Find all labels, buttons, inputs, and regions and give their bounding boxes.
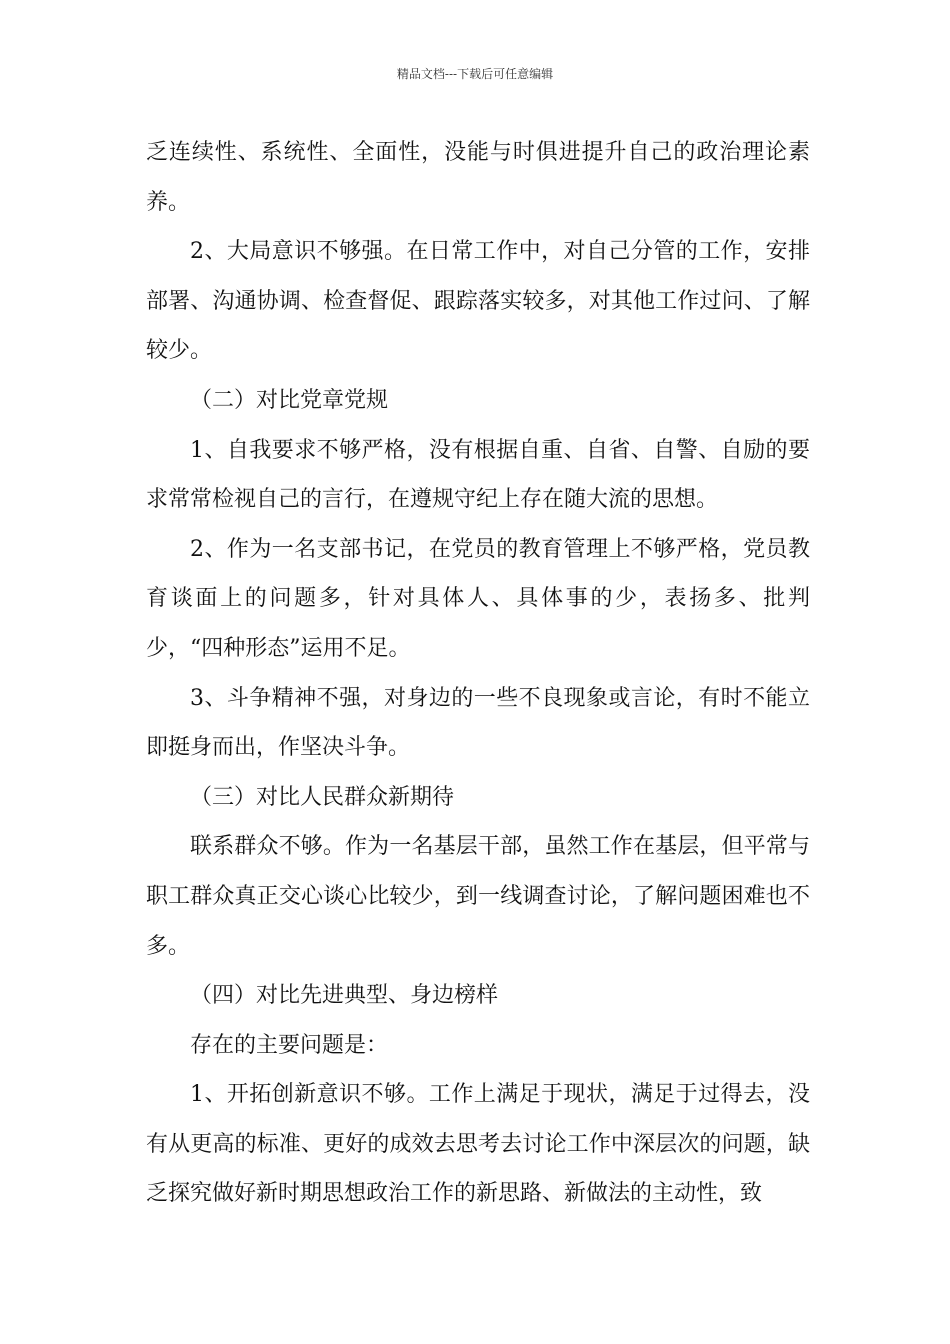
section-heading-party-rules: （二）对比党章党规 [190, 387, 389, 413]
paragraph-main-problems-intro: 存在的主要问题是： [190, 1032, 389, 1058]
paragraph-fighting-spirit: 3、斗争精神不强，对身边的一些不良现象或言论，有时不能立即挺身而出，作坚决斗争。 [146, 685, 810, 761]
paragraph-member-management: 2、作为一名支部书记，在党员的教育管理上不够严格，党员教育谈面上的问题多，针对具体人、具体事的少，表扬多、批判少，“四种形态”运用不足。 [146, 536, 810, 661]
paragraph-innovation: 1、开拓创新意识不够。工作上满足于现状，满足于过得去，没有从更高的标准、更好的成效去思考去讨论工作中深层次的问题，缺乏探究做好新时期思想政治工作的新思路、新做法的主动性，致 [146, 1082, 810, 1207]
paragraph-overall-awareness: 2、大局意识不够强。在日常工作中，对自己分管的工作，安排部署、沟通协调、检查督促、跟踪落实较多，对其他工作过问、了解较少。 [146, 239, 810, 364]
paragraph-self-discipline: 1、自我要求不够严格，没有根据自重、自省、自警、自励的要求常常检视自己的言行，在遵规守纪上存在随大流的思想。 [146, 437, 810, 513]
section-heading-role-models: （四）对比先进典型、身边榜样 [190, 983, 499, 1009]
page-header: 精品文档---下载后可任意编辑 [396, 67, 554, 81]
section-heading-people-expectations: （三）对比人民群众新期待 [190, 784, 455, 810]
document-body [146, 128, 810, 1219]
paragraph-continuation: 乏连续性、系统性、全面性，没能与时俱进提升自己的政治理论素养。 [146, 140, 810, 215]
paragraph-contact-masses: 联系群众不够。作为一名基层干部，虽然工作在基层，但平常与职工群众真正交心谈心比较少，到一线调查讨论，了解问题困难也不多。 [146, 834, 810, 959]
